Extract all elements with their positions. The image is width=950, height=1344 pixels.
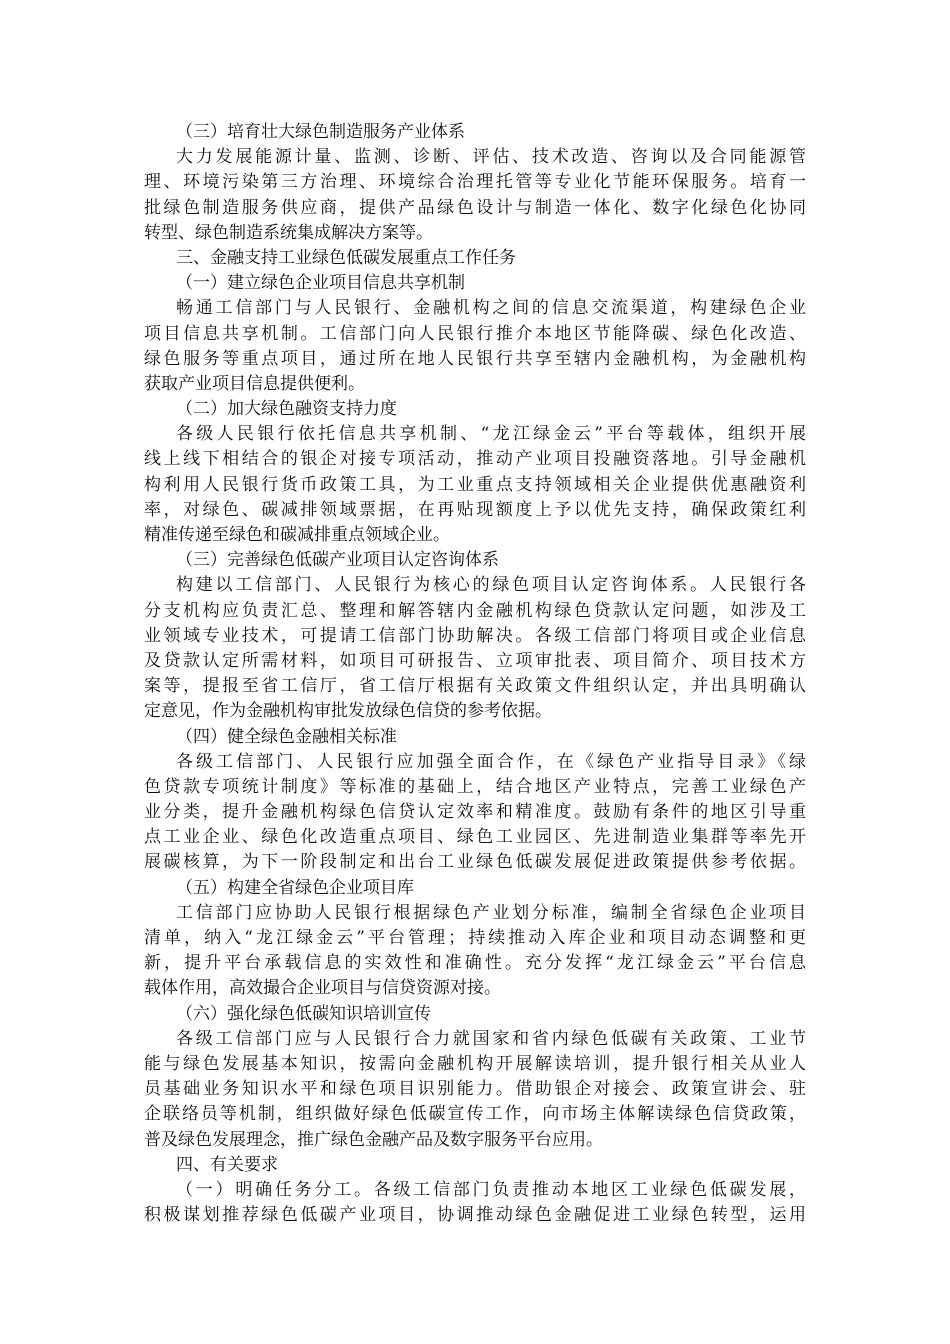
text-line: 积极谋划推荐绿色低碳产业项目，协调推动绿色金融促进工业绿色转型，运用 bbox=[144, 1205, 806, 1226]
text-line: 各级人民银行依托信息共享机制、“龙江绿金云”平台等载体，组织开展 bbox=[176, 424, 806, 445]
text-line: 精准传递至绿色和碳减排重点领域企业。 bbox=[144, 525, 450, 545]
text-line: 清单，纳入“龙江绿金云”平台管理；持续推动入库企业和项目动态调整和更 bbox=[144, 928, 806, 948]
text-line: 展碳核算，为下一阶段制定和出台工业绿色低碳发展促进政策提供参考依据。 bbox=[144, 852, 806, 873]
text-line: 线上线下相结合的银企对接专项活动，推动产业项目投融资落地。引导金融机 bbox=[144, 449, 806, 470]
text-line: 载体作用，高效撮合企业项目与信贷资源对接。 bbox=[144, 978, 501, 999]
text-line: 能与绿色发展基本知识，按需向金融机构开展解读培训，提升银行相关从业人 bbox=[144, 1053, 806, 1074]
text-line: （四）健全绿色金融相关标准 bbox=[176, 726, 397, 747]
text-line: 及贷款认定所需材料，如项目可研报告、立项审批表、项目简介、项目技术方 bbox=[144, 650, 806, 671]
text-line: 新，提升平台承载信息的实效性和准确性。充分发挥“龙江绿金云”平台信息 bbox=[144, 953, 806, 974]
text-line: （一）建立绿色企业项目信息共享机制 bbox=[176, 273, 465, 294]
text-line: 构建以工信部门、人民银行为核心的绿色项目认定咨询体系。人民银行各 bbox=[176, 575, 806, 596]
text-line: 各级工信部门应与人民银行合力就国家和省内绿色低碳有关政策、工业节 bbox=[176, 1028, 806, 1049]
text-line: 业分类，提升金融机构绿色信贷认定效率和精准度。鼓励有条件的地区引导重 bbox=[144, 802, 806, 823]
text-line: （二）加大绿色融资支持力度 bbox=[176, 399, 397, 420]
text-line: 业领域专业技术，可提请工信部门协助解决。各级工信部门将项目或企业信息 bbox=[144, 625, 806, 646]
text-line: 案等，提报至省工信厅，省工信厅根据有关政策文件组织认定，并出具明确认 bbox=[144, 676, 806, 697]
text-line: 理、环境污染第三方治理、环境综合治理托管等专业化节能环保服务。培育一 bbox=[144, 172, 806, 193]
text-line: （三）完善绿色低碳产业项目认定咨询体系 bbox=[176, 550, 499, 571]
text-line: 各级工信部门、人民银行应加强全面合作，在《绿色产业指导目录》《绿 bbox=[176, 751, 806, 772]
text-line: 员基础业务知识水平和绿色项目识别能力。借助银企对接会、政策宣讲会、驻 bbox=[144, 1079, 806, 1100]
text-line: （三）培育壮大绿色制造服务产业体系 bbox=[176, 122, 465, 142]
text-line: 四、有关要求 bbox=[176, 1154, 278, 1175]
text-line: 转型、绿色制造系统集成解决方案等。 bbox=[144, 222, 433, 243]
text-line: 项目信息共享机制。工信部门向人民银行推介本地区节能降碳、绿色化改造、 bbox=[144, 323, 806, 344]
text-line: （一）明确任务分工。各级工信部门负责推动本地区工业绿色低碳发展， bbox=[176, 1179, 806, 1200]
text-line: 获取产业项目信息提供便利。 bbox=[144, 373, 365, 394]
text-line: 率，对绿色、碳减排领域票据，在再贴现额度上予以优先支持，确保政策红利 bbox=[144, 499, 806, 520]
text-line: 畅通工信部门与人民银行、金融机构之间的信息交流渠道，构建绿色企业 bbox=[176, 298, 806, 319]
text-line: 绿色服务等重点项目，通过所在地人民银行共享至辖内金融机构，为金融机构 bbox=[144, 348, 806, 369]
text-line: 批绿色制造服务供应商，提供产品绿色设计与制造一体化、数字化绿色化协同 bbox=[144, 197, 806, 218]
text-line: （六）强化绿色低碳知识培训宣传 bbox=[176, 1003, 431, 1024]
document-body bbox=[144, 120, 806, 1228]
text-line: 定意见，作为金融机构审批发放绿色信贷的参考依据。 bbox=[144, 701, 552, 722]
text-line: 构利用人民银行货币政策工具，为工业重点支持领域相关企业提供优惠融资利 bbox=[144, 474, 806, 495]
text-line: 大力发展能源计量、监测、诊断、评估、技术改造、咨询以及合同能源管 bbox=[176, 147, 806, 168]
text-line: 分支机构应负责汇总、整理和解答辖内金融机构绿色贷款认定问题，如涉及工 bbox=[144, 600, 806, 621]
text-line: 点工业企业、绿色化改造重点项目、绿色工业园区、先进制造业集群等率先开 bbox=[144, 827, 806, 848]
text-line: 三、金融支持工业绿色低碳发展重点工作任务 bbox=[176, 247, 516, 268]
text-line: （五）构建全省绿色企业项目库 bbox=[176, 877, 414, 898]
text-line: 色贷款专项统计制度》等标准的基础上，结合地区产业特点，完善工业绿色产 bbox=[144, 776, 806, 797]
text-line: 普及绿色发展理念，推广绿色金融产品及数字服务平台应用。 bbox=[144, 1129, 603, 1150]
text-line: 工信部门应协助人民银行根据绿色产业划分标准，编制全省绿色企业项目 bbox=[176, 902, 806, 923]
text-line: 企联络员等机制，组织做好绿色低碳宣传工作，向市场主体解读绿色信贷政策， bbox=[144, 1104, 806, 1125]
